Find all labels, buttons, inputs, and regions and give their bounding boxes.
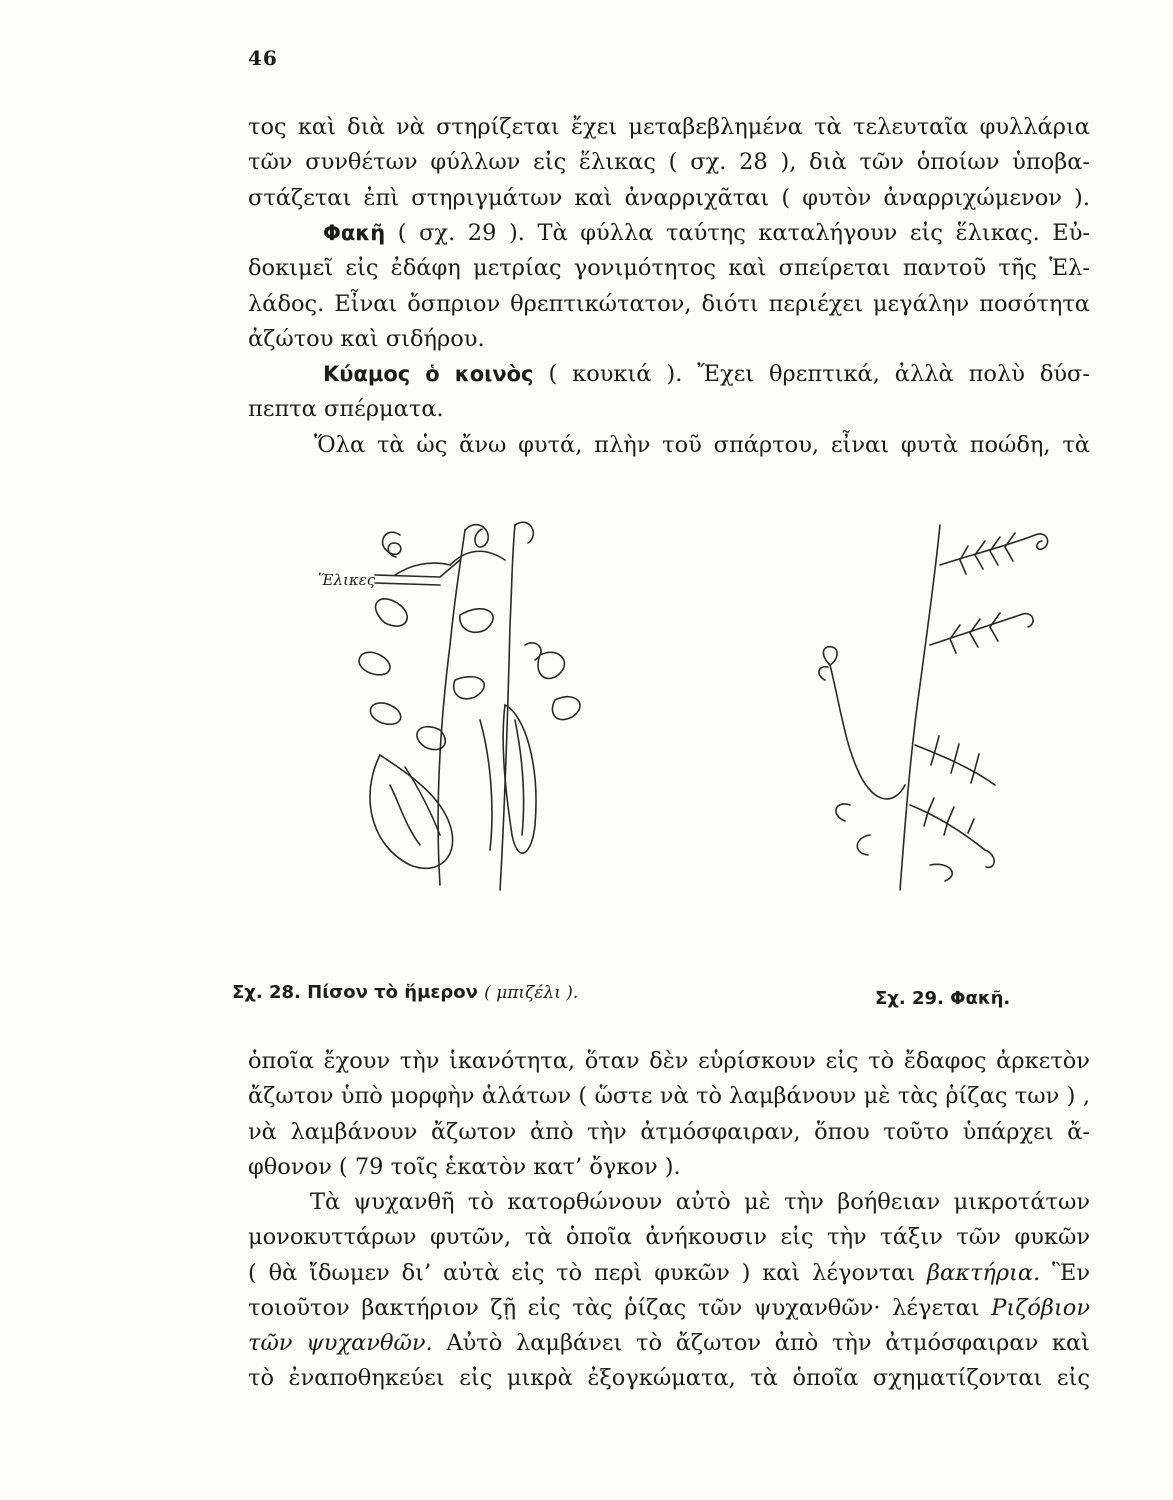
term-kyamos: Κύαμος ὁ κοινὸς bbox=[323, 362, 534, 386]
lentil-plant-drawing bbox=[810, 505, 1070, 900]
text-fragment: ( σχ. 29 ). Τὰ φύλλα ταύτης καταλήγουν εἰς ἕλικας. Εὐ- bbox=[397, 220, 1090, 246]
paragraph-1 bbox=[248, 110, 1090, 216]
text-line: τος καὶ διὰ νὰ στηρίζεται ἔχει μεταβεβλημένα τὰ τελευταῖα φυλλάρια bbox=[248, 114, 1090, 140]
text-line: δοκιμεῖ εἰς ἐδάφη μετρίας γονιμότητος καὶ σπείρεται παντοῦ τῆς Ἑλ- bbox=[248, 255, 1090, 282]
text-line: τὸ ἐναποθηκεύει εἰς μικρὰ ἐξογκώματα, τὰ ὁποῖα σχηματίζονται εἰς bbox=[248, 1365, 1090, 1392]
paragraph-5 bbox=[248, 1044, 1090, 1185]
text-line: τῶν συνθέτων φύλλων εἰς ἕλικας ( σχ. 28 ), διὰ τῶν ὁποίων ὑποβα- bbox=[248, 149, 1090, 176]
term-rizobion: Ριζόβιον bbox=[991, 1294, 1090, 1321]
paragraph-3 bbox=[248, 357, 1090, 428]
figure-28-caption-common-name: ( μπιζέλι ). bbox=[484, 983, 579, 1003]
paragraph-4 bbox=[248, 428, 1090, 463]
text-fragment: Αὐτὸ λαμβάνει τὸ ἄζωτον ἀπὸ τὴν ἀτμόσφαιραν καὶ bbox=[446, 1330, 1090, 1357]
text-line: νὰ λαμβάνουν ἄζωτον ἀπὸ τὴν ἀτμόσφαιραν, ὅπου τοῦτο ὑπάρχει ἄ- bbox=[248, 1118, 1090, 1145]
text-fragment: τοιοῦτον βακτήριον ζῇ εἰς τὰς ῥίζας τῶν ψυχανθῶν· λέγεται bbox=[248, 1294, 980, 1321]
pea-plant-drawing bbox=[290, 505, 600, 895]
term-bakteria: βακτήρια. bbox=[927, 1259, 1041, 1286]
figure-28-tendril-label: Ἕλικες bbox=[318, 571, 376, 589]
text-line: μονοκυττάρων φυτῶν, τὰ ὁποῖα ἀνήκουσιν εἰς τὴν τάξιν τῶν φυκῶν bbox=[248, 1224, 1090, 1251]
text-line: πεπτα σπέρματα. bbox=[248, 396, 444, 423]
figure-29-caption: Σχ. 29. Φακῆ. bbox=[875, 988, 1011, 1009]
text-line bbox=[248, 216, 1090, 251]
text-line: ἄζωτον ὑπὸ μορφὴν ἁλάτων ( ὥστε νὰ τὸ λαμβάνουν μὲ τὰς ῥίζας των ) , bbox=[248, 1083, 1090, 1110]
text-line bbox=[248, 1291, 1090, 1326]
text-line: Ὅλα τὰ ὡς ἄνω φυτά, πλὴν τοῦ σπάρτου, εἶναι φυτὰ ποώδη, τὰ bbox=[314, 432, 1090, 458]
figure-28-caption bbox=[232, 982, 578, 1003]
text-line bbox=[248, 1256, 1090, 1291]
text-line bbox=[248, 1326, 1090, 1361]
term-psychanthon: τῶν ψυχανθῶν. bbox=[248, 1330, 433, 1357]
text-line: λάδος. Εἶναι ὄσπριον θρεπτικώτατον, διότι περιέχει μεγάλην ποσότητα bbox=[248, 290, 1090, 317]
text-fragment: ( κουκιά ). Ἔχει θρεπτικά, ἀλλὰ πολὺ δύσ- bbox=[548, 361, 1091, 387]
term-faki: Φακῆ bbox=[323, 221, 386, 245]
text-line bbox=[248, 357, 1090, 392]
figure-29-lentil-illustration bbox=[810, 505, 1070, 900]
figure-28-caption-title: Σχ. 28. Πίσον τὸ ἥμερον bbox=[232, 982, 478, 1003]
figure-28-pea-illustration bbox=[290, 505, 600, 895]
text-line: φθονον ( 79 τοῖς ἑκατὸν κατ’ ὄγκον ). bbox=[248, 1153, 681, 1180]
text-fragment: ( θὰ ἴδωμεν δι’ αὐτὰ εἰς τὸ περὶ φυκῶν ) καὶ λέγονται bbox=[248, 1259, 916, 1286]
text-line: ἀζώτου καὶ σιδήρου. bbox=[248, 325, 485, 352]
page-number: 46 bbox=[248, 46, 278, 70]
text-line: ὁποῖα ἔχουν τὴν ἱκανότητα, ὅταν δὲν εὑρίσκουν εἰς τὸ ἔδαφος ἀρκετὸν bbox=[248, 1048, 1090, 1074]
text-line: στάζεται ἐπὶ στηριγμάτων καὶ ἀναρριχᾶται ( φυτὸν ἀναρριχώμενον ). bbox=[248, 184, 1090, 211]
paragraph-6 bbox=[248, 1185, 1090, 1397]
text-fragment: Ἓν bbox=[1052, 1259, 1091, 1286]
text-line: Τὰ ψυχανθῆ τὸ κατορθώνουν αὐτὸ μὲ τὴν βοήθειαν μικροτάτων bbox=[310, 1189, 1090, 1215]
paragraph-2 bbox=[248, 216, 1090, 357]
